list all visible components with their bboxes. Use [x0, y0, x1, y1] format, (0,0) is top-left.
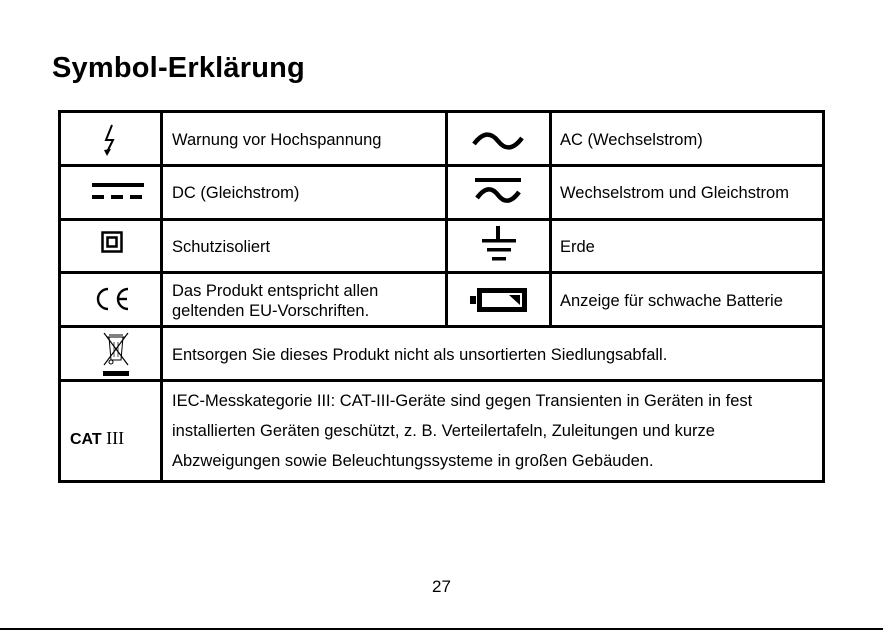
page-title: Symbol-Erklärung: [52, 52, 305, 84]
low-battery-icon: [469, 286, 529, 314]
dc-label: DC (Gleichstrom): [172, 184, 300, 202]
cat-iii-label: [70, 428, 124, 449]
cat-text: CAT: [70, 431, 102, 448]
cat-description-line2: installierten Geräten geschützt, z. B. Verteilertafeln, Zuleitungen und kurze: [172, 422, 715, 440]
ce-label-line1: Das Produkt entspricht allen: [172, 282, 379, 300]
earth-icon: [481, 225, 517, 263]
ac-dc-icon: [473, 176, 523, 206]
ac-dc-label: Wechselstrom und Gleichstrom: [560, 184, 789, 202]
ce-label-line2: geltenden EU-Vorschriften.: [172, 302, 370, 320]
column-divider: [445, 113, 448, 327]
ac-label: AC (Wechselstrom): [560, 131, 703, 149]
symbol-table: [58, 110, 825, 483]
ce-mark-icon: [92, 285, 132, 313]
weee-bin-icon: [101, 330, 131, 378]
double-insulation-icon: [101, 231, 123, 253]
cat-description-line1: IEC-Messkategorie III: CAT-III-Geräte sind gegen Transienten in Geräten in fest: [172, 392, 753, 410]
dc-icon: [90, 181, 146, 201]
cat-roman: III: [106, 428, 125, 448]
row-divider: [61, 271, 825, 274]
row-divider: [61, 379, 825, 382]
row-divider: [61, 218, 825, 221]
row-divider: [61, 164, 825, 167]
high-voltage-label: Warnung vor Hochspannung: [172, 131, 382, 149]
column-divider: [160, 113, 163, 480]
row-divider: [61, 325, 825, 328]
ac-icon: [471, 132, 525, 150]
earth-label: Erde: [560, 238, 595, 256]
weee-label: Entsorgen Sie dieses Produkt nicht als unsortierten Siedlungsabfall.: [172, 346, 668, 364]
footer-rule: [0, 628, 883, 630]
double-insulation-label: Schutzisoliert: [172, 238, 271, 256]
high-voltage-icon: [99, 123, 121, 157]
column-divider: [549, 113, 552, 327]
low-battery-label: Anzeige für schwache Batterie: [560, 292, 783, 310]
page-number: 27: [432, 577, 451, 596]
cat-description-line3: Abzweigungen sowie Beleuchtungssysteme in großen Gebäuden.: [172, 452, 654, 470]
